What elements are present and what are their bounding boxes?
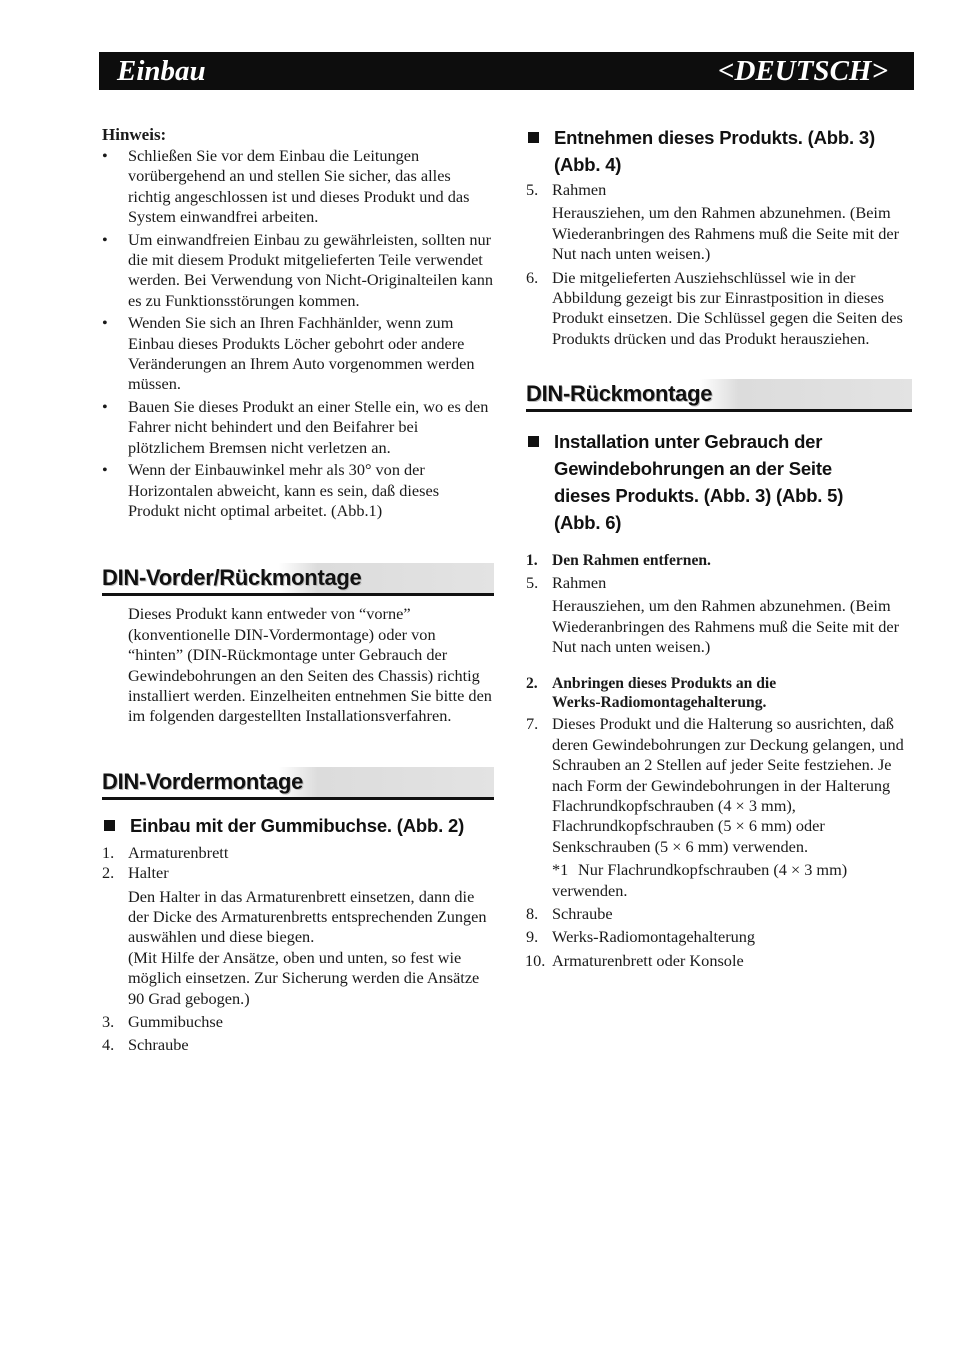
section-heading-text: DIN-Rückmontage xyxy=(526,381,713,407)
section-heading-din-front-rear xyxy=(102,563,494,596)
list-item: 6. Die mitgelieferten Ausziehschlüssel wie in der Abbildung gezeigt bis zur Einrastposition in dieses Produkt einsetzen. Die Schlüssel gegen die Seiten des Produkts drücken und das Produkt herausziehen. xyxy=(526,267,903,348)
list-item: 9. Werks-Radiomontagehalterung xyxy=(526,927,756,947)
page-header-bar xyxy=(99,52,914,90)
list-item: 5. Rahmen Herausziehen, um den Rahmen abzunehmen. (Beim Wiederanbringen des Rahmens muß die Seite mit der Nut nach unten weisen.) xyxy=(526,180,916,265)
mounting-steps-list xyxy=(526,714,916,971)
list-item: 2. Halter Den Halter in das Armaturenbrett einsetzen, dann die der Dicke des Armaturenbretts entsprechenden Zungen auswählen und diese biegen. (Mit Hilfe der Ansätze, oben und unten, so fest wie möglich einsetzen. Zur Sicherung werden die Ansätze 90 Grad gebogen.) xyxy=(102,863,494,1009)
list-item: 4. Schraube xyxy=(102,1035,189,1055)
subheading-rubber-bush: Einbau mit der Gummibuchse. (Abb. 2) xyxy=(102,812,494,839)
list-item: 8. Schraube xyxy=(526,904,613,924)
note-item: • Um einwandfreien Einbau zu gewährleisten, sollten nur die mit diesem Produkt mitgelieferten Teile verwendet werden. Bei Verwendung von Nicht-Originalteilen kann es zu Funktionsstörungen kommen. xyxy=(102,230,494,312)
step-heading: 2. Anbringen dieses Produkts an die Werks-Radiomontagehalterung. xyxy=(526,675,777,711)
note-list xyxy=(102,146,494,521)
left-column xyxy=(102,124,494,1056)
list-item: 1. Armaturenbrett xyxy=(102,842,229,862)
note-item: • Schließen Sie vor dem Einbau die Leitungen vorübergehend an und stellen Sie sicher, das alles richtig angeschlossen ist und dieses Produkt und das System einwandfrei arbeiten. xyxy=(102,146,494,228)
list-item-description: Den Halter in das Armaturenbrett einsetzen, dann die der Dicke des Armaturenbretts entsprechenden Zungen auswählen und diese biegen. xyxy=(128,886,487,947)
header-language: <DEUTSCH> xyxy=(717,55,888,87)
footnote-text: Nur Flachrundkopfschrauben (4 × 3 mm) verwenden. xyxy=(552,860,848,900)
list-item-description: Herausziehen, um den Rahmen abzunehmen. (Beim Wiederanbringen des Rahmens muß die Seite mit der Nut nach unten weisen.) xyxy=(552,596,900,656)
remove-steps-list xyxy=(526,180,916,349)
list-item: 10. Armaturenbrett oder Konsole xyxy=(525,950,744,970)
note-title: Hinweis: xyxy=(102,125,167,144)
footnote xyxy=(552,860,916,901)
header-title: Einbau xyxy=(117,55,206,87)
square-bullet-icon xyxy=(528,132,539,143)
list-item: 3. Gummibuchse xyxy=(102,1012,223,1031)
square-bullet-icon xyxy=(104,820,115,831)
right-column xyxy=(526,124,916,971)
footnote-mark: *1 xyxy=(552,860,569,880)
section-heading-din-rear xyxy=(526,379,912,412)
parts-list xyxy=(102,843,494,1056)
frame-steps-list xyxy=(526,573,916,658)
section-heading-din-front xyxy=(102,767,494,800)
list-item: 7. Dieses Produkt und die Halterung so ausrichten, daß deren Gewindebohrungen zur Deckung gelangen, und Schrauben an 2 Stellen auf jeder Seite festziehen. Je nach Form der Gewindebohrungen in der Halterung Flachrundkopfschrauben (4 × 3 mm), Flachrundkopfschrauben (5 × 6 mm) oder Senkschrauben (5 × 6 mm) verwenden. *1 Nur Flachrundkopfschrauben (4 × 3 mm) verwenden. xyxy=(526,714,916,901)
subheading-installation-threaded-holes: Installation unter Gebrauch der Gewindebohrungen an der Seite dieses Produkts. (Abb. 3) (Abb. 5) (Abb. 6) xyxy=(526,428,916,536)
section-heading-text: DIN-Vordermontage xyxy=(102,768,304,794)
square-bullet-icon xyxy=(528,436,539,447)
note-item: • Wenden Sie sich an Ihren Fachhänlder, wenn zum Einbau dieses Produkts Löcher gebohrt oder andere Veränderungen an Ihrem Auto vorgenommen werden müssen. xyxy=(102,313,494,395)
subheading-remove-product: Entnehmen dieses Produkts. (Abb. 3) (Abb. 4) xyxy=(526,124,916,178)
section-heading-text: DIN-Vorder/Rückmontage xyxy=(102,565,362,591)
list-item-description: (Mit Hilfe der Ansätze, oben und unten, so fest wie möglich einsetzen. Zur Sicherung werden die Ansätze 90 Grad gebogen.) xyxy=(128,947,480,1008)
list-item-description: Herausziehen, um den Rahmen abzunehmen. (Beim Wiederanbringen des Rahmens muß die Seite mit der Nut nach unten weisen.) xyxy=(552,203,900,264)
note-item: • Bauen Sie dieses Produkt an einer Stelle ein, wo es den Fahrer nicht behindert und den Beifahrer bei plötzlichem Bremsen nicht verletzen an. xyxy=(102,397,494,458)
note-item: • Wenn der Einbauwinkel mehr als 30° von der Horizontalen abweicht, kann es sein, daß dieses Produkt nicht optimal arbeitet. (Abb.1) xyxy=(102,460,494,521)
step-heading: 1. Den Rahmen entfernen. xyxy=(526,552,711,570)
section-paragraph: Dieses Produkt kann entweder von “vorne” (konventionelle DIN-Vordermontage) oder von “hinten” (DIN-Rückmontage unter Gebrauch der Gewindebohrungen an den Seiten des Chassis) richtig installiert werden. Einzelheiten entnehmen Sie bitte den im folgenden dargestellten Installationsverfahren. xyxy=(128,604,492,726)
list-item: 5. Rahmen Herausziehen, um den Rahmen abzunehmen. (Beim Wiederanbringen des Rahmens muß die Seite mit der Nut nach unten weisen.) xyxy=(526,573,916,658)
